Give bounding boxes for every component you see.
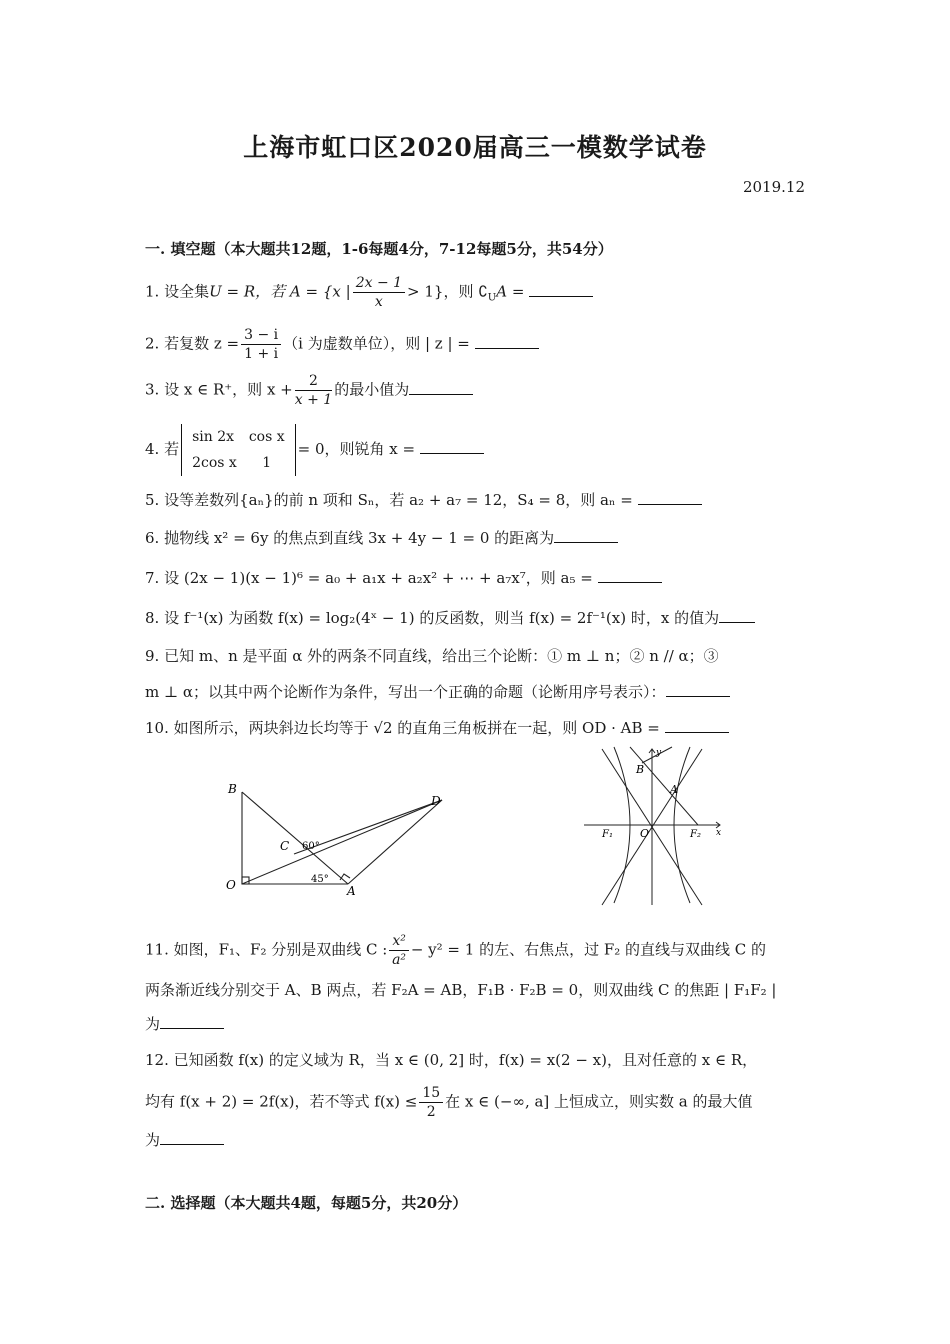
answer-blank (529, 282, 593, 297)
label-f1: F₁ (602, 829, 613, 840)
question-10: 10. 如图所示，两块斜边长均等于 √2 的直角三角板拼在一起，则 OD · AB = (145, 718, 729, 738)
question-7: 7. 设 (2x − 1)(x − 1)⁶ = a₀ + a₁x + a₂x² + ⋯ + a₇x⁷，则 a₅ = (145, 568, 662, 588)
determinant: sin 2x cos x 2cos x 1 (181, 424, 296, 476)
question-11-line1: 11. 如图，F₁、F₂ 分别是双曲线 C : $\frac{\text{x²}}{\text{a²}}$ − y² = 1 的左、右焦点，过 F₂ 的直线与双曲线 C 的 (145, 933, 767, 968)
answer-blank (160, 1014, 224, 1029)
question-9-line2: m ⊥ α；以其中两个论断作为条件，写出一个正确的命题（论断用序号表示）： (145, 682, 730, 702)
answer-blank (598, 568, 662, 583)
triangle-figure (220, 778, 460, 898)
answer-blank (554, 528, 618, 543)
question-1: 1. 设全集U = R，若 A = {x | $\frac{2x - 1}{x}$ > 1}，则 $∁_UA$ = (145, 274, 593, 311)
answer-blank (666, 682, 730, 697)
label-b: B (228, 782, 237, 796)
answer-blank (638, 490, 702, 505)
answer-blank (665, 718, 729, 733)
answer-blank (160, 1130, 224, 1145)
label-a: A (347, 884, 356, 898)
label-o: O (226, 878, 236, 892)
label-45: 45° (311, 874, 329, 885)
hyperbola-figure (580, 745, 730, 910)
answer-blank (475, 334, 539, 349)
label-60: 60° (302, 841, 320, 852)
label-f2: F₂ (690, 829, 701, 840)
question-11-line3: 为 (145, 1014, 224, 1034)
question-2: 2. 若复数 z = $\frac{3 - i}{1 + i}$ （i 为虚数单位），则 | z | = (145, 326, 539, 363)
question-8: 8. 设 f⁻¹(x) 为函数 f(x) = log₂(4ˣ − 1) 的反函数，则当 f(x) = 2f⁻¹(x) 时，x 的值为 (145, 608, 755, 628)
label-d: D (431, 794, 441, 808)
question-5: 5. 设等差数列{aₙ}的前 n 项和 Sₙ，若 a₂ + a₇ = 12，S₄ = 8，则 aₙ = (145, 490, 702, 510)
question-3: 3. 设 x ∈ R⁺，则 x + $\frac{2}{x + 1}$ 的最小值为 (145, 372, 473, 409)
question-6: 6. 抛物线 x² = 6y 的焦点到直线 3x + 4y − 1 = 0 的距离为 (145, 528, 618, 548)
exam-date: 2019.12 (742, 178, 805, 196)
label-o2: O (640, 827, 650, 840)
label-a2: A (670, 783, 678, 796)
question-12-line2: 均有 f(x + 2) = 2f(x)，若不等式 f(x) ≤ $\frac{15}{2}$ 在 x ∈ (−∞, a] 上恒成立，则实数 a 的最大值 (145, 1085, 753, 1120)
label-x: x (716, 828, 722, 838)
section-2-heading: 二. 选择题（本大题共4题，每题5分，共20分） (145, 1194, 468, 1212)
section-1-heading: 一. 填空题（本大题共12题，1-6每题4分，7-12每题5分，共54分） (145, 240, 613, 258)
answer-blank (409, 380, 473, 395)
question-12-line1: 12. 已知函数 f(x) 的定义域为 R，当 x ∈ (0, 2] 时，f(x) = x(2 − x)，且对任意的 x ∈ R， (145, 1051, 758, 1069)
question-4: 4. 若 sin 2x cos x 2cos x 1 = 0，则锐角 x = (145, 424, 484, 476)
label-b2: B (636, 763, 645, 776)
question-12-line3: 为 (145, 1130, 224, 1150)
answer-blank (719, 608, 755, 623)
answer-blank (420, 439, 484, 454)
label-y: y (656, 748, 662, 758)
question-9-line1: 9. 已知 m、n 是平面 α 外的两条不同直线，给出三个论断：① m ⊥ n；② n // α；③ (145, 647, 719, 665)
label-c: C (280, 839, 290, 853)
question-11-line2: 两条渐近线分别交于 A、B 两点，若 F₂A = AB，F₁B · F₂B = 0，则双曲线 C 的焦距 | F₁F₂ | (145, 981, 777, 999)
page-title: 上海市虹口区2020届高三一模数学试卷 (243, 133, 707, 162)
